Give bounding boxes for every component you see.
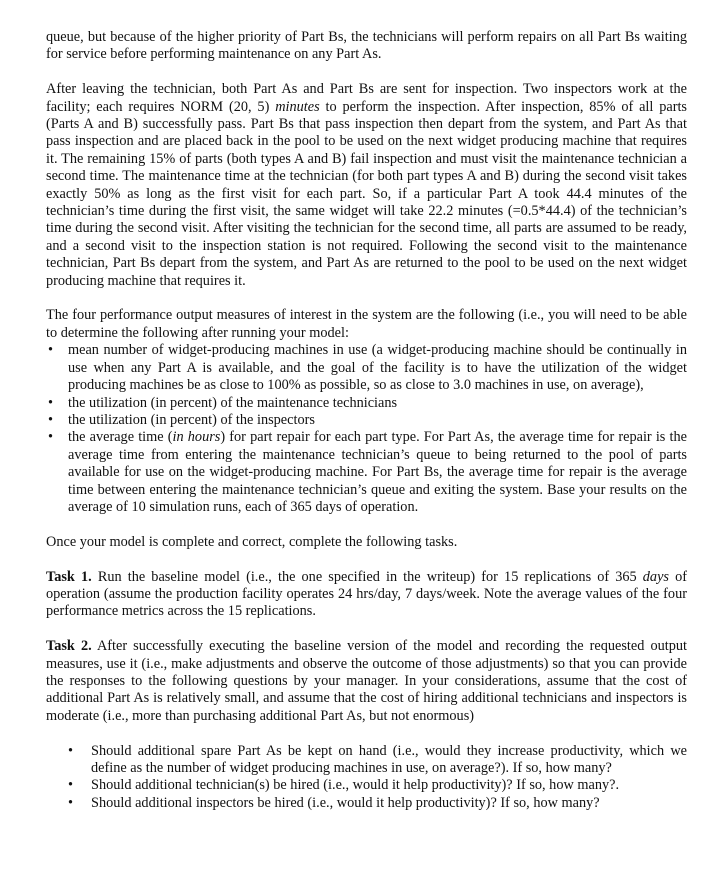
text: the average time (	[68, 429, 173, 446]
paragraph-tasks-intro: Once your model is complete and correct, complete the following tasks.	[46, 533, 458, 550]
questions-list	[46, 743, 687, 813]
text: Run the baseline model (i.e., the one specified in the writeup) for 15 replications of 365	[91, 568, 643, 585]
task-2	[46, 638, 687, 725]
task-label: Task 2.	[46, 638, 92, 655]
task-1	[46, 569, 687, 621]
text: to perform the inspection. After inspection, 85% of all parts (Parts A and B) successfully pass. Part Bs that pass inspection then depart from the system, and Part As that pass inspection and are placed back in the pool to be used on the next widget producing machine that requires it. The remaining 15% of parts (both types A and B) fail inspection and must visit the maintenance technician a second time. The maintenance time at the technician (for both part types A and B) during the second visit takes exactly 50% as long as the first visit for each part. So, if a particular Part A took 44.4 minutes of the technician’s time during the first visit, the same widget will take 22.2 minutes (=0.5*44.4) of the technician’s time during the second visit. After visiting the technician for the second time, all parts are assumed to be ready, and a second visit to the inspection station is not required. Following the second visit to the maintenance technician, Part Bs depart from the system, and Part As are returned to the pool to be used on the next widget producing machine that requires it.	[46, 98, 687, 289]
list-item: • the utilization (in percent) of the maintenance technicians	[46, 395, 687, 412]
italic-text: in hours	[172, 429, 221, 446]
list-item: • Should additional inspectors be hired (i.e., would it help productivity)? If so, how many?	[91, 795, 687, 812]
italic-text: days	[642, 568, 669, 585]
italic-text: minutes	[275, 98, 320, 115]
task-label: Task 1.	[46, 568, 92, 585]
list-item	[46, 429, 687, 516]
paragraph-priority: queue, but because of the higher priority of Part Bs, the technicians will perform repairs on all Part Bs waiting for service before performing maintenance on any Part As.	[46, 29, 687, 63]
list-item: • the utilization (in percent) of the inspectors	[46, 412, 687, 429]
list-item: • Should additional spare Part As be kept on hand (i.e., would they increase productivity, which we define as the number of widget producing machines in use, on average?). If so, how many?	[91, 743, 687, 778]
paragraph-inspection	[46, 81, 687, 290]
list-item: • Should additional technician(s) be hired (i.e., would it help productivity)? If so, how many?.	[91, 777, 687, 794]
document-page	[46, 29, 687, 812]
measures-list	[46, 342, 687, 516]
text: After successfully executing the baseline version of the model and recording the requested output measures, use it (i.e., make adjustments and observe the outcome of those adjustments) so that you can provide the responses to the following questions by your manager. In your considerations, assume that the cost of additional Part As is relatively small, and assume that the cost of hiring additional technicians and inspectors is moderate (i.e., more than purchasing additional Part As, but not enormous)	[46, 638, 687, 724]
list-item: • mean number of widget-producing machines in use (a widget-producing machine should be continually in use when any Part A is available, and the goal of the facility is to have the utilization of the widget producing machines be as close to 100% as possible, so as close to 3.0 machines in use, on average),	[46, 342, 687, 394]
text: of operation (assume the production facility operates 24 hrs/day, 7 days/week. Note the average values of the four performance metrics across the 15 replications.	[46, 568, 688, 620]
text: ) for part repair for each part type. For Part As, the average time for repair is the average time from entering the maintenance technician’s queue to being returned to the pool of parts available for use on the widget-producing machine. For Part Bs, the average time for repair is the average time between entering the maintenance technician’s queue and exiting the system. Base your results on the average of 10 simulation runs, each of 365 days of operation.	[68, 429, 687, 515]
paragraph-measures-intro: The four performance output measures of interest in the system are the following (i.e., you will need to be able to determine the following after running your model:	[46, 307, 687, 341]
text: After leaving the technician, both Part As and Part Bs are sent for inspection. Two inspectors work at the facility; each requires NORM (20, 5)	[46, 81, 687, 115]
